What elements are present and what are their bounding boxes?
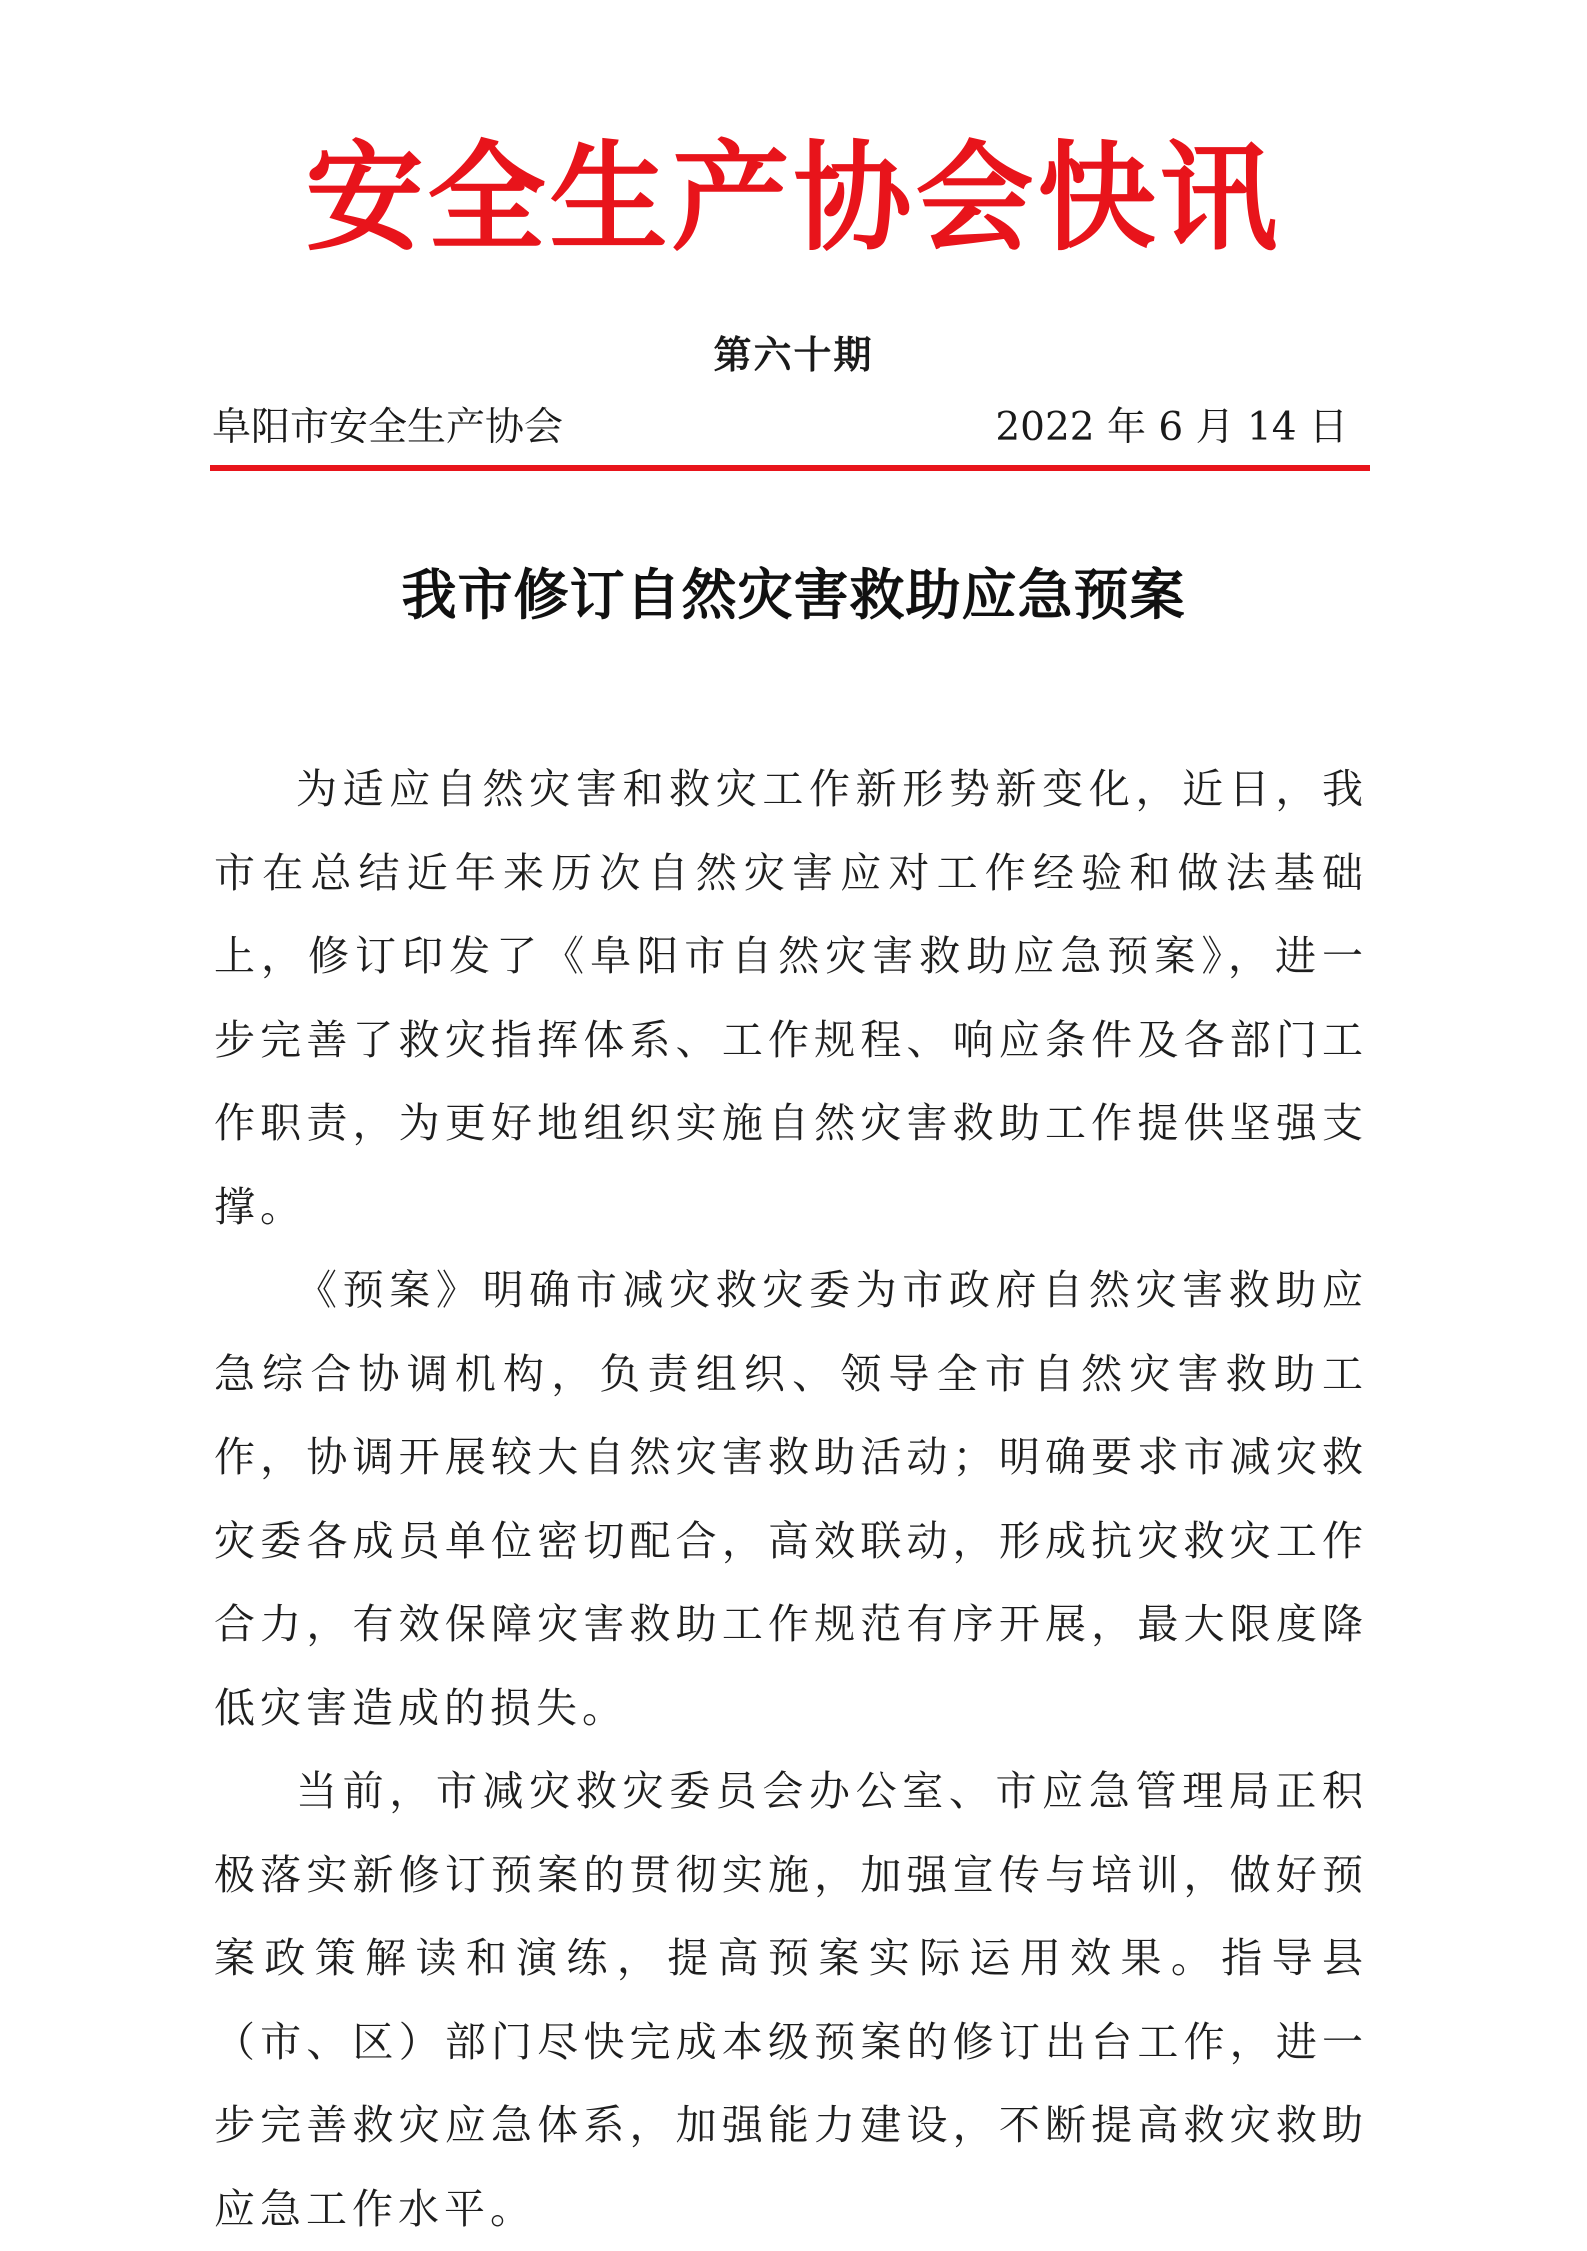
paragraph: 为适应自然灾害和救灾工作新形势新变化，近日，我市在总结近年来历次自然灾害应对工作经验和做法基础上，修订印发了《阜阳市自然灾害救助应急预案》，进一步完善了救灾指挥体系、工作规程、响应条件及各部门工作职责，为更好地组织实施自然灾害救助工作提供坚强支撑。 — [214, 765, 1368, 1231]
article-title: 我市修订自然灾害救助应急预案 — [401, 562, 1186, 627]
issue-number: 第六十期 — [713, 332, 874, 377]
meta-row — [212, 400, 1366, 456]
masthead-title: 安全生产协会快讯 — [305, 128, 1282, 267]
article-body — [214, 748, 1368, 2251]
paragraph: 《预案》明确市减灾救灾委为市政府自然灾害救助应急综合协调机构，负责组织、领导全市自然灾害救助工作，协调开展较大自然灾害救助活动；明确要求市减灾救灾委各成员单位密切配合，高效联动，形成抗灾救灾工作合力，有效保障灾害救助工作规范有序开展，最大限度降低灾害造成的损失。 — [214, 1266, 1368, 1732]
publish-date: 2022 年 6 月 14 日 — [995, 405, 1348, 450]
publisher-name: 阜阳市安全生产协会 — [212, 405, 564, 450]
paragraph: 当前，市减灾救灾委员会办公室、市应急管理局正积极落实新修订预案的贯彻实施，加强宣传与培训，做好预案政策解读和演练，提高预案实际运用效果。指导县（市、区）部门尽快完成本级预案的修订出台工作，进一步完善救灾应急体系，加强能力建设，不断提高救灾救助应急工作水平。 — [214, 1767, 1368, 2233]
red-divider — [210, 465, 1370, 471]
